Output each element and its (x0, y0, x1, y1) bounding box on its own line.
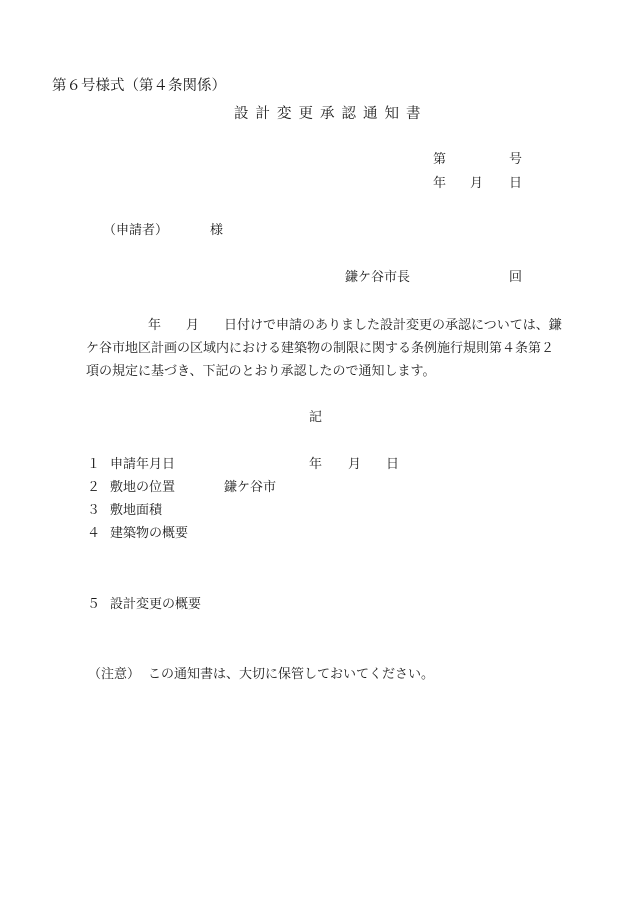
applicant-honorific: 様 (210, 223, 224, 238)
reference-date-day: 日 (509, 176, 523, 191)
item-label-building-overview: 建築物の概要 (110, 526, 189, 541)
item-number: ４ (87, 526, 101, 541)
body-line-3: 項の規定に基づき、下記のとおり承認したので通知します。 (86, 364, 436, 379)
item-label-site-area: 敷地面積 (110, 503, 163, 518)
document-title: 設計変更承認通知書 (234, 106, 428, 122)
body-date-year: 年 (148, 318, 162, 333)
issuer-name: 鎌ケ谷市長 (345, 270, 411, 285)
reference-number-prefix: 第 (433, 152, 447, 167)
item-number: ３ (87, 503, 101, 518)
caution-label: （注意） (88, 667, 141, 682)
body-date-month: 月 (186, 318, 200, 333)
item-label-application-date: 申請年月日 (110, 457, 176, 472)
applicant-label: （申請者） (103, 223, 169, 238)
item-label-design-change-overview: 設計変更の概要 (110, 597, 202, 612)
item-number: ２ (87, 480, 101, 495)
reference-number-suffix: 号 (509, 152, 523, 167)
reference-date-month: 月 (470, 176, 484, 191)
caution-text: この通知書は、大切に保管しておいてください。 (148, 667, 435, 682)
body-line-2: ケ谷市地区計画の区域内における建築物の制限に関する条例施行規則第４条第２ (86, 341, 555, 356)
site-location-value: 鎌ケ谷市 (224, 480, 277, 495)
note-heading: 記 (309, 410, 323, 425)
application-date-day: 日 (386, 457, 400, 472)
application-date-year: 年 (309, 457, 323, 472)
item-label-site-location: 敷地の位置 (110, 480, 176, 495)
form-number: 第６号様式（第４条関係） (52, 78, 226, 94)
body-line-1: 日付けで申請のありました設計変更の承認については、鎌 (224, 318, 562, 333)
issuer-seal: 回 (509, 270, 523, 285)
reference-date-year: 年 (433, 176, 447, 191)
item-number: ５ (87, 597, 101, 612)
application-date-month: 月 (348, 457, 362, 472)
item-number: １ (87, 457, 101, 472)
